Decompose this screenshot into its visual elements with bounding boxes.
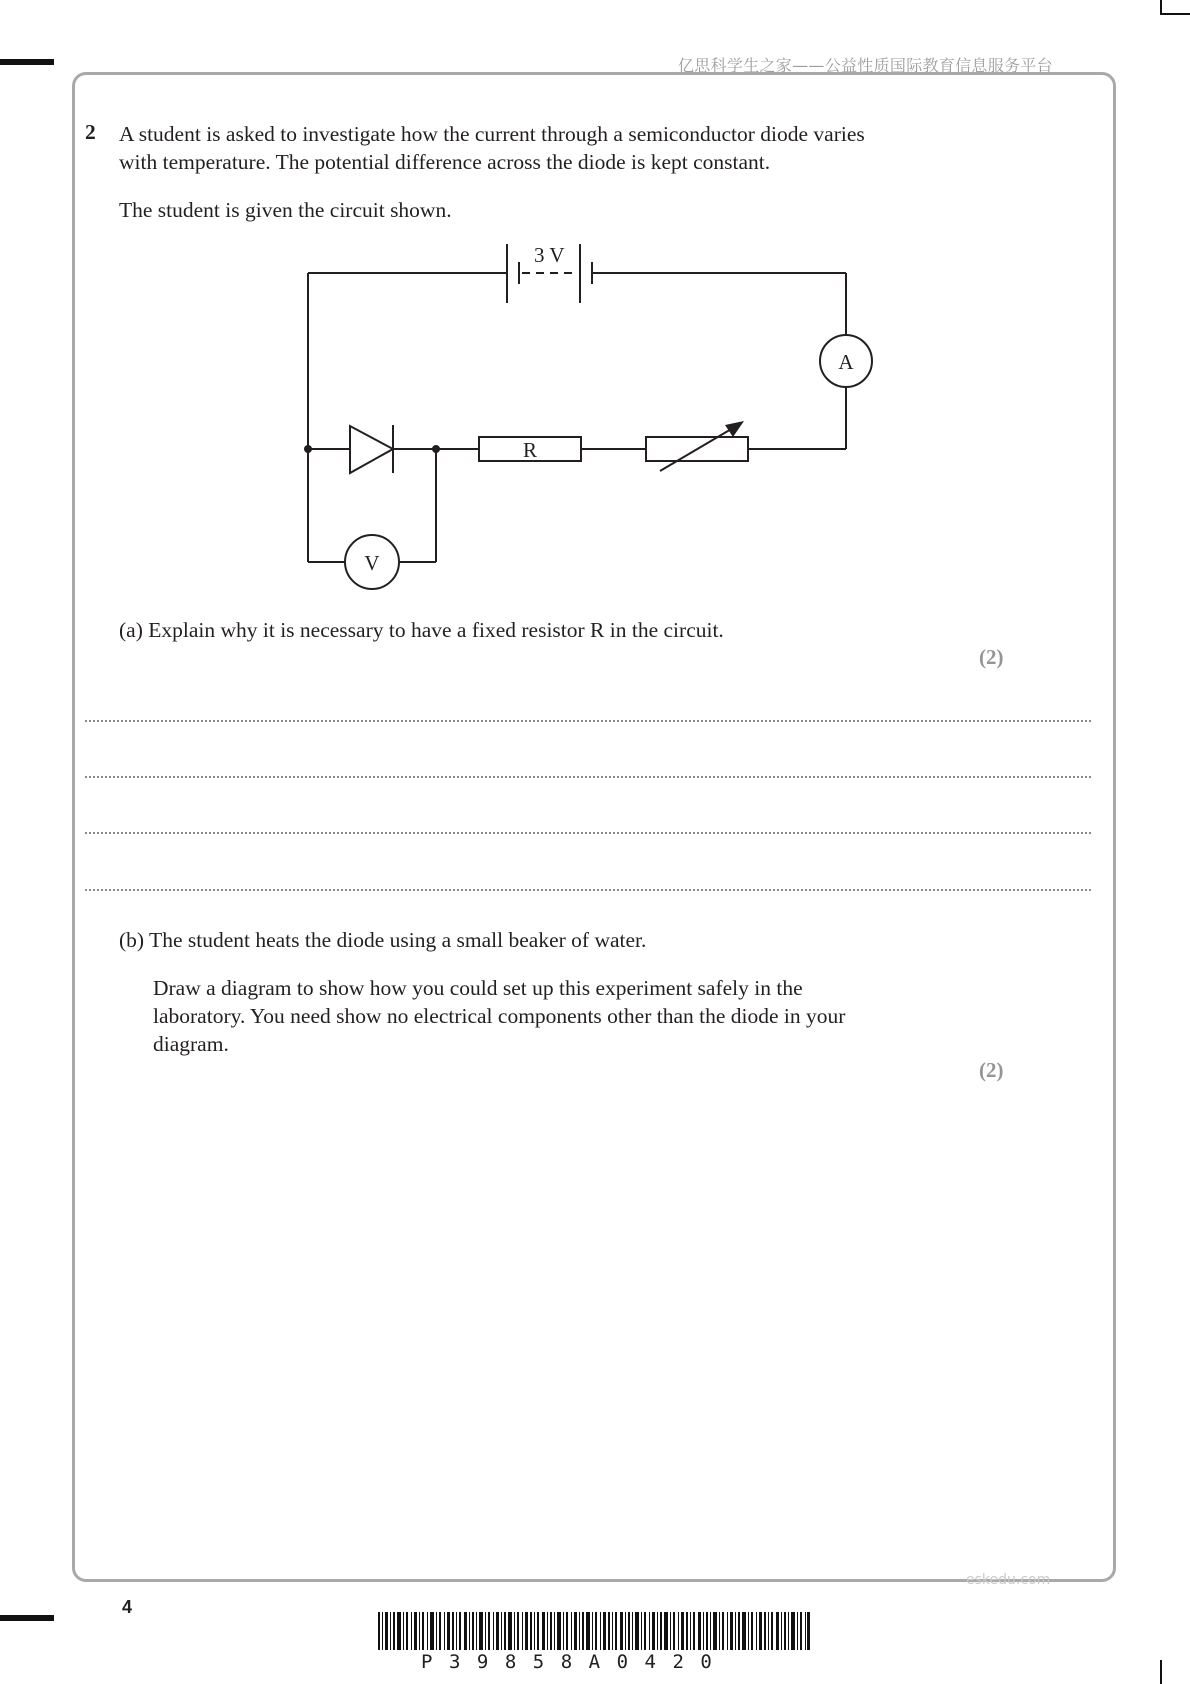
barcode-text: P39858A0420 (421, 1651, 729, 1673)
registration-mark-bottom-left (0, 1615, 54, 1621)
junction-right (432, 445, 440, 453)
battery-label: 3 V (534, 243, 565, 267)
part-b-question: (b) The student heats the diode using a small beaker of water. (119, 928, 647, 952)
part-b-instruction-line3: diagram. (153, 1032, 229, 1056)
part-a-marks: (2) (979, 645, 1004, 669)
question-intro-line1: A student is asked to investigate how the current through a semiconductor diode varies (119, 122, 865, 146)
voltmeter-label: V (364, 551, 380, 575)
barcode-image (378, 1612, 810, 1650)
answer-line-2[interactable] (85, 776, 1091, 778)
diagram-drawing-area[interactable] (90, 1090, 1100, 1560)
variable-resistor-arrow-head (725, 421, 744, 437)
part-a-question: (a) Explain why it is necessary to have a fixed resistor R in the circuit. (119, 618, 724, 642)
part-b-marks: (2) (979, 1058, 1004, 1082)
answer-line-3[interactable] (85, 832, 1091, 834)
ammeter-label: A (838, 350, 854, 374)
question-intro-line2: with temperature. The potential difference across the diode is kept constant. (119, 150, 771, 174)
resistor-label: R (522, 438, 538, 462)
diode-triangle (350, 426, 393, 473)
variable-resistor-arrow-shaft (660, 428, 733, 471)
footer-watermark: eskedu.com (966, 1572, 1051, 1588)
answer-line-4[interactable] (85, 889, 1091, 891)
junction-left (304, 445, 312, 453)
part-b-instruction-line2: laboratory. You need show no electrical components other than the diode in your (153, 1004, 846, 1028)
question-number: 2 (85, 120, 96, 144)
registration-mark-bottom-right (1160, 1660, 1162, 1684)
page-number: 4 (122, 1597, 133, 1617)
answer-line-1[interactable] (85, 720, 1091, 722)
circuit-diagram (0, 0, 1190, 620)
circuit-intro: The student is given the circuit shown. (119, 198, 452, 222)
header-watermark: 亿思科学生之家——公益性质国际教育信息服务平台 (678, 56, 1053, 75)
part-b-instruction-line1: Draw a diagram to show how you could set up this experiment safely in the (153, 976, 803, 1000)
